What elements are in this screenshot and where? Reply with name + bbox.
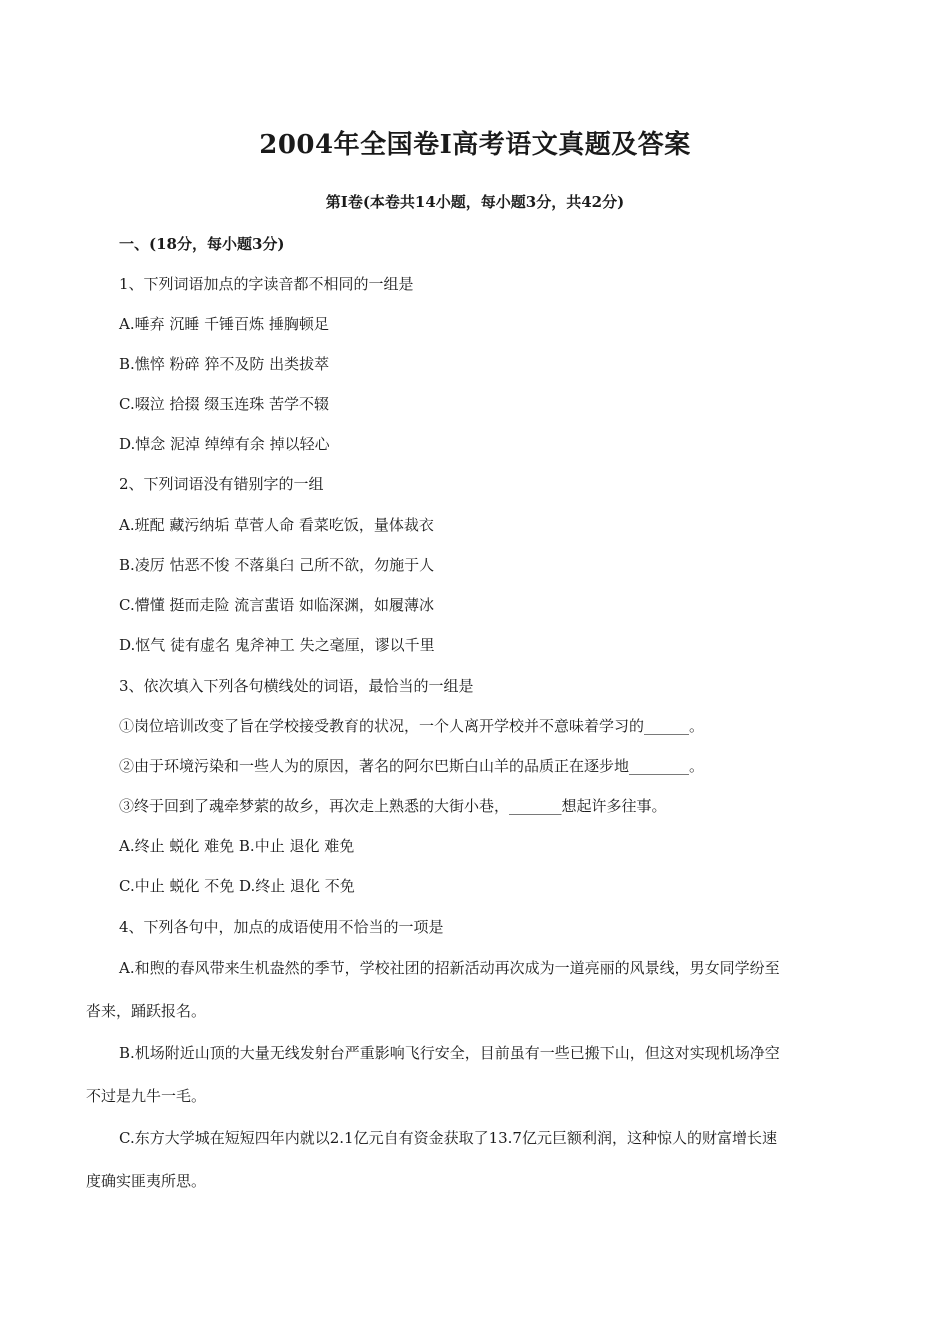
question-4-option-a-line2: 沓来，踊跃报名。	[86, 1002, 207, 1020]
question-4-option-a-line1: A.和煦的春风带来生机盎然的季节，学校社团的招新活动再次成为一道亮丽的风景线，男女同学纷至	[119, 959, 780, 977]
question-4-stem: 4、下列各句中，加点的成语使用不恰当的一项是	[119, 918, 444, 936]
question-3-stem: 3、依次填入下列各句横线处的词语，最恰当的一组是	[119, 677, 474, 695]
question-2-option-d: D.怄气 徒有虚名 鬼斧神工 失之毫厘，谬以千里	[119, 636, 435, 654]
question-3-sentence-3: ③终于回到了魂牵梦萦的故乡，再次走上熟悉的大街小巷，_______想起许多往事。	[119, 797, 667, 815]
question-1-option-a: A.唾弃 沉睡 千锤百炼 捶胸顿足	[119, 315, 329, 333]
question-3-sentence-2: ②由于环境污染和一些人为的原因，著名的阿尔巴斯白山羊的品质正在逐步地________。	[119, 757, 705, 775]
question-1-option-c: C.啜泣 拾掇 缀玉连珠 苦学不辍	[119, 395, 330, 413]
question-3-options-ab: A.终止 蜕化 难免 B.中止 退化 难免	[119, 837, 355, 855]
question-2-option-b: B.凌厉 怙恶不悛 不落巢臼 己所不欲，勿施于人	[119, 556, 435, 574]
question-4-option-b-line2: 不过是九牛一毛。	[86, 1087, 207, 1105]
question-3-sentence-1: ①岗位培训改变了旨在学校接受教育的状况，一个人离开学校并不意味着学习的______。	[119, 717, 705, 735]
question-2-stem: 2、下列词语没有错别字的一组	[119, 475, 324, 493]
question-2-option-a: A.班配 藏污纳垢 草菅人命 看菜吃饭，量体裁衣	[119, 516, 434, 534]
question-1-option-b: B.憔悴 粉碎 猝不及防 出类拔萃	[119, 355, 330, 373]
page-title: 2004年全国卷Ⅰ高考语文真题及答案	[259, 130, 691, 160]
section-subtitle: 第Ⅰ卷(本卷共14小题，每小题3分，共42分)	[325, 193, 625, 211]
question-3-options-cd: C.中止 蜕化 不免 D.终止 退化 不免	[119, 877, 355, 895]
question-4-option-c-line2: 度确实匪夷所思。	[86, 1172, 207, 1190]
section-heading: 一、(18分，每小题3分)	[119, 235, 285, 253]
question-4-option-c-line1: C.东方大学城在短短四年内就以2.1亿元自有资金获取了13.7亿元巨额利润，这种惊人的财富增长速	[119, 1129, 777, 1147]
question-1-stem: 1、下列词语加点的字读音都不相同的一组是	[119, 275, 414, 293]
question-1-option-d: D.悼念 泥淖 绰绰有余 掉以轻心	[119, 435, 330, 453]
question-4-option-b-line1: B.机场附近山顶的大量无线发射台严重影响飞行安全，目前虽有一些已搬下山，但这对实现机场净空	[119, 1044, 780, 1062]
question-2-option-c: C.懵懂 挺而走险 流言蜚语 如临深渊，如履薄冰	[119, 596, 435, 614]
